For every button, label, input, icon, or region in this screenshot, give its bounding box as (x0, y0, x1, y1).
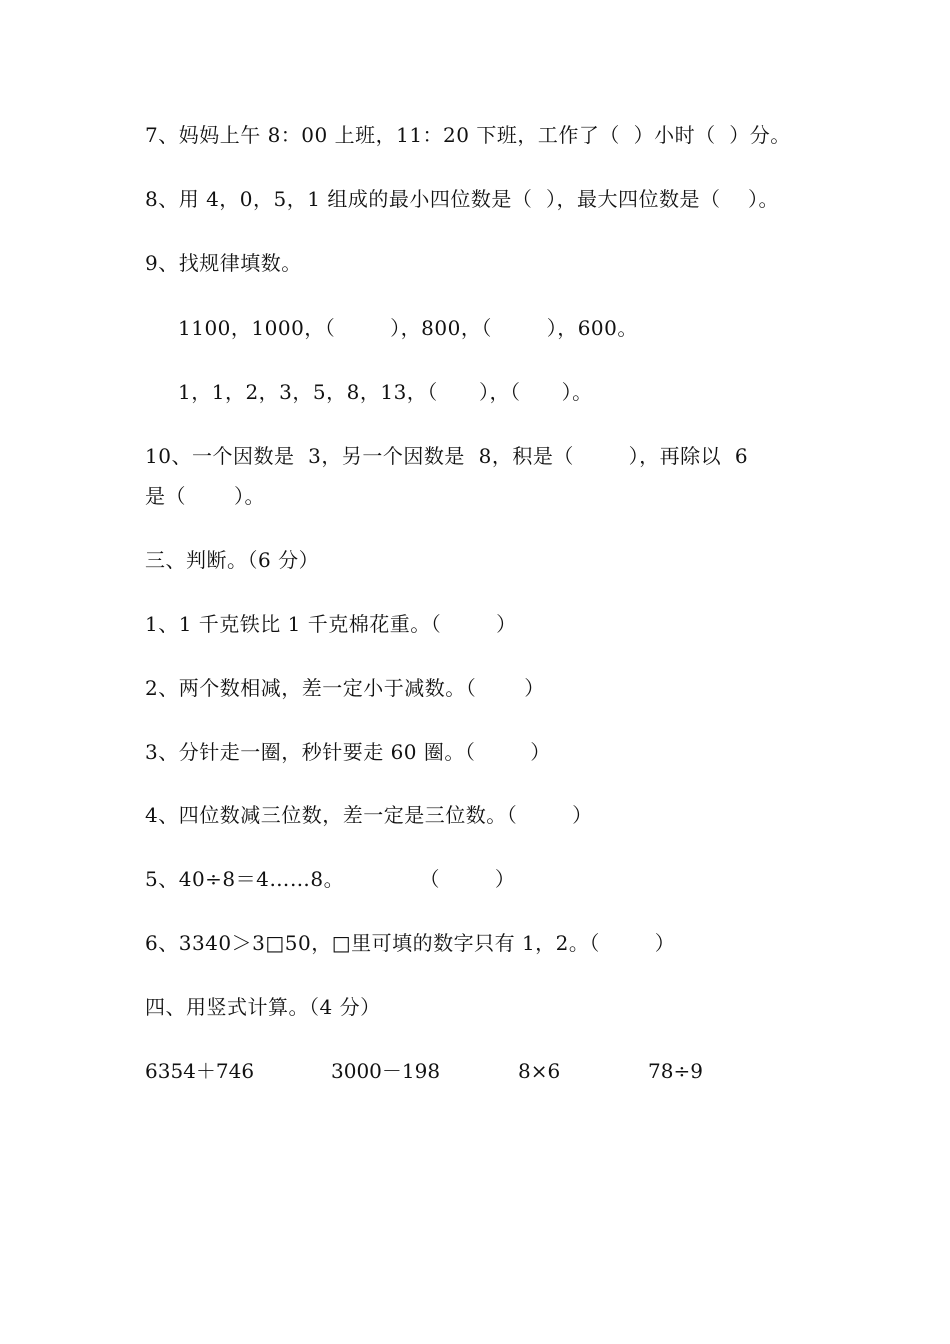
calculation-1: 6354＋746 (145, 1059, 255, 1083)
question-8: 8、用 4，0，5，1 组成的最小四位数是（ ），最大四位数是（ ）。 (145, 187, 779, 211)
question-10: 10、一个因数是 3，另一个因数是 8，积是（ ），再除以 6 (145, 444, 749, 468)
section-4-heading: 四、用竖式计算。（4 分） (145, 995, 381, 1019)
question-10-continued: 是（ ）。 (145, 484, 266, 508)
judgment-item-5: 5、40÷8＝4……8。 （ ） (145, 867, 516, 891)
section-3-heading: 三、判断。（6 分） (145, 548, 320, 572)
judgment-item-4: 4、四位数减三位数，差一定是三位数。（ ） (145, 803, 593, 827)
calculation-4: 78÷9 (648, 1059, 703, 1083)
question-7: 7、妈妈上午 8：00 上班，11：20 下班，工作了（ ）小时（ ）分。 (145, 123, 791, 147)
question-9: 9、找规律填数。 (145, 251, 302, 275)
judgment-item-2: 2、两个数相减，差一定小于减数。（ ） (145, 676, 545, 700)
pattern-sequence-1: 1100，1000，（ ），800，（ ），600。 (178, 316, 638, 340)
pattern-sequence-2: 1，1，2，3，5，8，13，（ ），（ ）。 (178, 380, 593, 404)
judgment-item-1: 1、1 千克铁比 1 千克棉花重。（ ） (145, 612, 517, 636)
calculation-row (145, 1058, 845, 1084)
judgment-item-6: 6、3340＞3□50，□里可填的数字只有 1，2。（ ） (145, 931, 676, 955)
calculation-3: 8×6 (518, 1059, 561, 1083)
judgment-item-3: 3、分针走一圈，秒针要走 60 圈。（ ） (145, 740, 551, 764)
calculation-2: 3000－198 (331, 1059, 441, 1083)
